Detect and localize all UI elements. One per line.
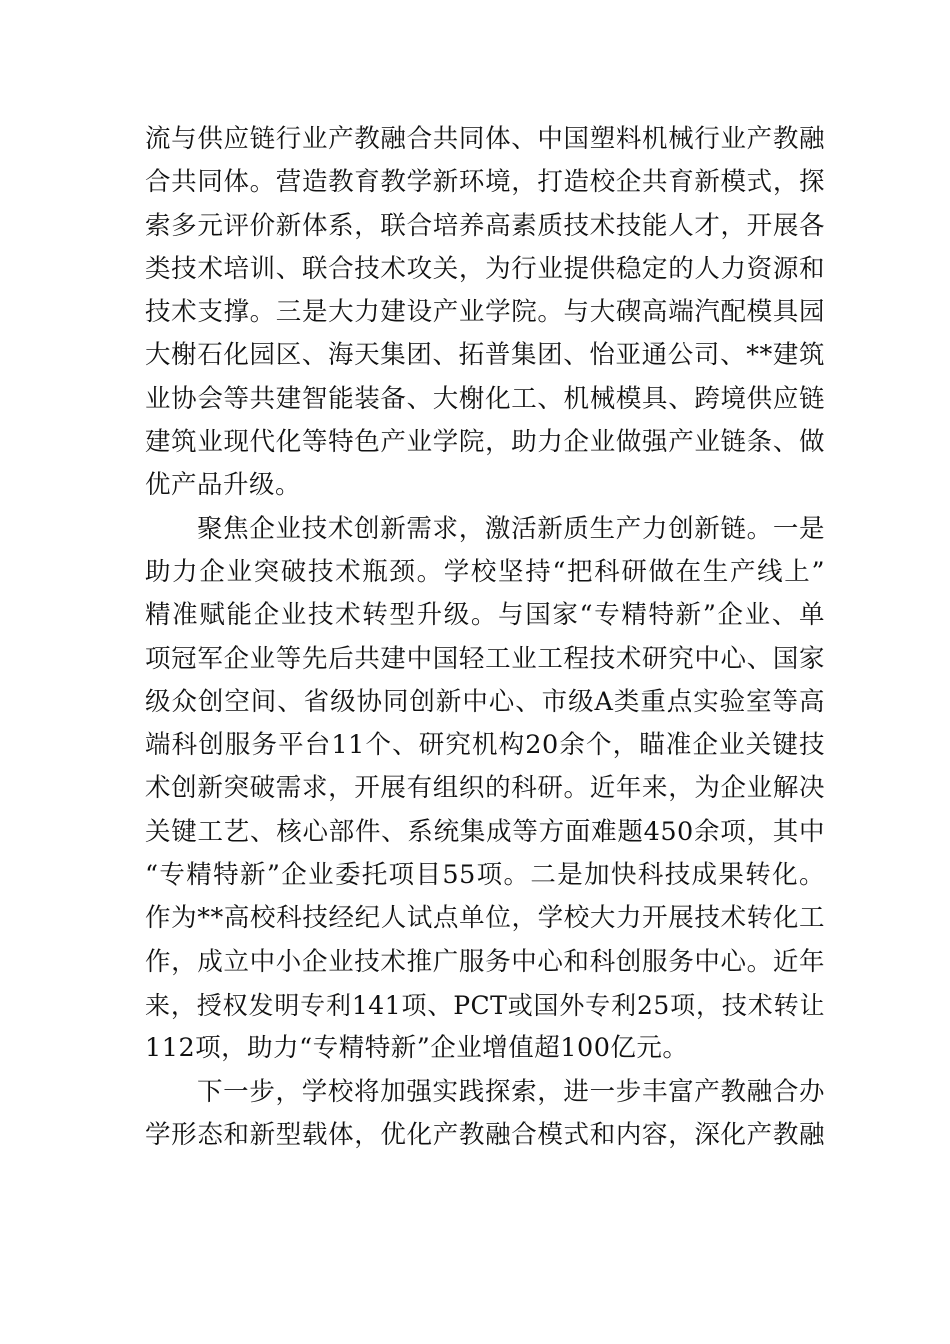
text-line: “专精特新”企业委托项目55项。二是加快科技成果转化。: [145, 860, 825, 891]
text-line: 端科创服务平台11个、研究机构20余个，瞄准企业关键技: [145, 730, 825, 761]
paragraph-next-steps: [145, 1071, 825, 1158]
text-line: 建筑业现代化等特色产业学院，助力企业做强产业链条、做: [145, 427, 825, 458]
text-line: 术创新突破需求，开展有组织的科研。近年来，为企业解决: [145, 773, 825, 804]
paragraph-tech-innovation: [145, 508, 825, 1071]
text-line: 项冠军企业等先后共建中国轻工业工程技术研究中心、国家: [145, 643, 825, 674]
text-line: 大榭石化园区、海天集团、拓普集团、怡亚通公司、**建筑: [145, 340, 825, 371]
text-line: 级众创空间、省级协同创新中心、市级A类重点实验室等高: [145, 686, 825, 717]
text-line: 索多元评价新体系，联合培养高素质技术技能人才，开展各: [145, 210, 825, 241]
text-line: 流与供应链行业产教融合共同体、中国塑料机械行业产教融: [145, 124, 825, 154]
text-line: 学形态和新型载体，优化产教融合模式和内容，深化产教融: [145, 1119, 825, 1150]
text-line: 优产品升级。: [145, 470, 302, 501]
text-line: 类技术培训、联合技术攻关，为行业提供稳定的人力资源和: [145, 253, 825, 284]
text-line: 下一步，学校将加强实践探索，进一步丰富产教融合办: [197, 1076, 825, 1107]
text-line: 聚焦企业技术创新需求，激活新质生产力创新链。一是: [197, 513, 825, 544]
text-line: 来，授权发明专利141项、PCT或国外专利25项，技术转让: [145, 990, 825, 1020]
text-line: 业协会等共建智能装备、大榭化工、机械模具、跨境供应链: [145, 383, 825, 414]
text-line: 技术支撑。三是大力建设产业学院。与大碶高端汽配模具园: [145, 297, 825, 328]
text-line: 精准赋能企业技术转型升级。与国家“专精特新”企业、单: [145, 600, 825, 631]
text-line: 关键工艺、核心部件、系统集成等方面难题450余项，其中: [145, 816, 825, 847]
document-body: [145, 118, 825, 1157]
text-line: 合共同体。营造教育教学新环境，打造校企共育新模式，探: [145, 167, 825, 198]
paragraph-industry-college: [145, 118, 825, 508]
text-line: 作，成立中小企业技术推广服务中心和科创服务中心。近年: [145, 946, 825, 977]
text-line: 作为**高校科技经纪人试点单位，学校大力开展技术转化工: [145, 903, 825, 934]
text-line: 助力企业突破技术瓶颈。学校坚持“把科研做在生产线上”: [145, 556, 825, 587]
text-line: 112项，助力“专精特新”企业增值超100亿元。: [145, 1033, 689, 1064]
